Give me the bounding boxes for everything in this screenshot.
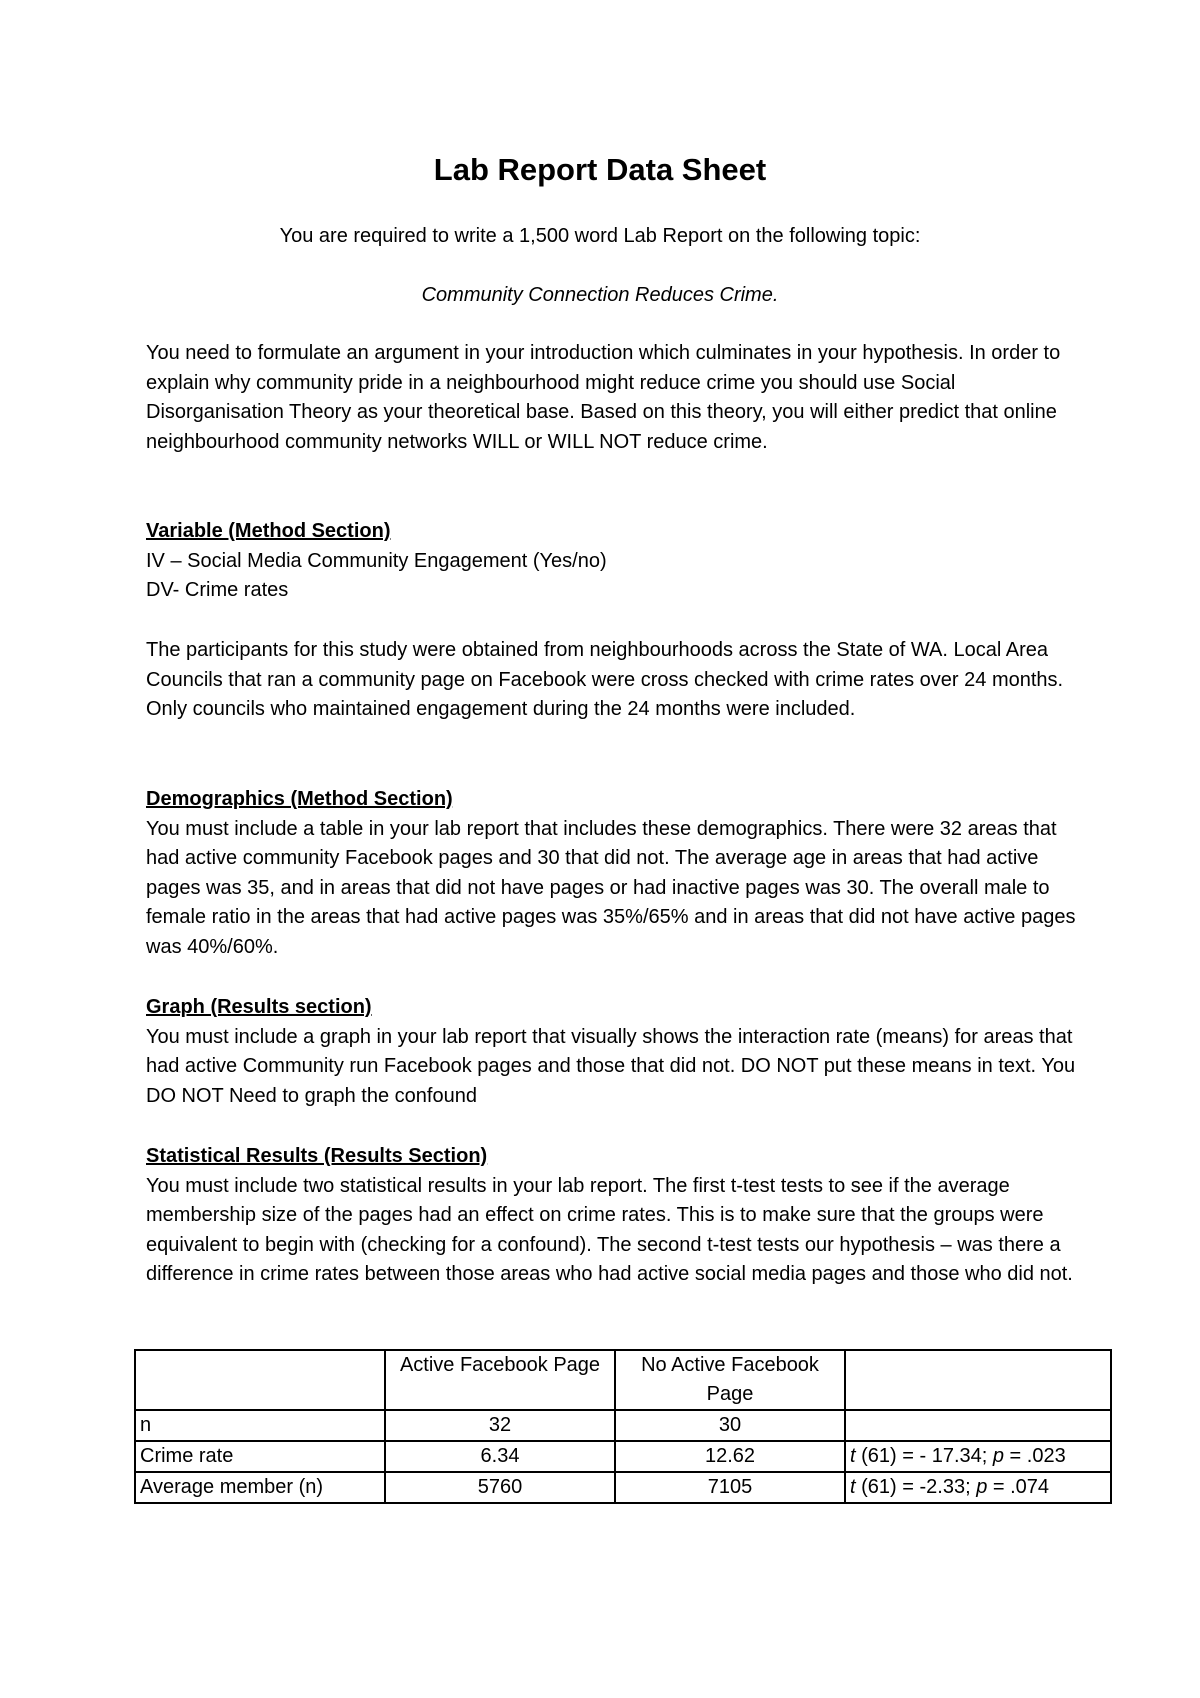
stat-p-value: = .023 bbox=[1003, 1445, 1066, 1467]
table-row bbox=[135, 1472, 1111, 1503]
row-label: n bbox=[135, 1410, 385, 1441]
stat-p-value: = .074 bbox=[987, 1476, 1050, 1498]
stat-t-symbol: t bbox=[850, 1476, 856, 1498]
row-label: Crime rate bbox=[135, 1441, 385, 1472]
demographics-section bbox=[146, 785, 1086, 963]
table-header-cell: Active Facebook Page bbox=[385, 1350, 615, 1410]
stat-result bbox=[845, 1410, 1111, 1441]
inactive-value: 12.62 bbox=[615, 1441, 845, 1472]
table-header-cell: No Active Facebook Page bbox=[615, 1350, 845, 1410]
table-header-cell bbox=[845, 1350, 1111, 1410]
participants-paragraph: The participants for this study were obtained from neighbourhoods across the State of WA. Local Area Councils that ran a community page on Facebook were cross checked with crime rates over 24 months. Only councils who maintained engagement during the 24 months were included. bbox=[146, 639, 1064, 721]
stat-result bbox=[845, 1441, 1111, 1472]
graph-paragraph: You must include a graph in your lab report that visually shows the interaction rate (means) for areas that had active Community run Facebook pages and those that did not. DO NOT put these means in text. You DO NOT Need to graph the confound bbox=[146, 1025, 1076, 1107]
stats-paragraph: You must include two statistical results in your lab report. The first t-test tests to see if the average membership size of the pages had an effect on crime rates. This is to make sure that the groups were equivalent to begin with (checking for a confound). The second t-test tests our hypothesis – was there a difference in crime rates between those areas who had active social media pages and those who did not. bbox=[146, 1174, 1073, 1286]
variables-heading: Variable (Method Section) bbox=[146, 520, 391, 542]
graph-section bbox=[146, 993, 1086, 1111]
active-value: 32 bbox=[385, 1410, 615, 1441]
dependent-variable: DV- Crime rates bbox=[146, 579, 289, 602]
graph-heading: Graph (Results section) bbox=[146, 996, 372, 1018]
table-row bbox=[135, 1410, 1111, 1441]
independent-variable: IV – Social Media Community Engagement (Yes/no) bbox=[146, 549, 607, 572]
active-value: 6.34 bbox=[385, 1441, 615, 1472]
intro-section bbox=[146, 339, 1086, 457]
demographics-paragraph: You must include a table in your lab report that includes these demographics. There were 32 areas that had active community Facebook pages and 30 that did not. The average age in areas that had active pages was 35, and in areas that did not have pages or had inactive pages was 30. The overall male to female ratio in the areas that had active pages was 35%/65% and in areas that did not have active pages was 40%/60%. bbox=[146, 817, 1076, 958]
active-value: 5760 bbox=[385, 1472, 615, 1503]
stat-result bbox=[845, 1472, 1111, 1503]
stat-p-symbol: p bbox=[992, 1445, 1004, 1467]
table-header-cell bbox=[135, 1350, 385, 1410]
inactive-value: 30 bbox=[615, 1410, 845, 1441]
stats-heading: Statistical Results (Results Section) bbox=[146, 1145, 488, 1167]
stat-t-symbol: t bbox=[850, 1445, 856, 1467]
table-row bbox=[135, 1441, 1111, 1472]
intro-paragraph: You need to formulate an argument in your introduction which culminates in your hypothesis. In order to explain why community pride in a neighbourhood might reduce crime you should use Social Disorganisation Theory as your theoretical base. Based on this theory, you will either predict that online neighbourhood community networks WILL or WILL NOT reduce crime. bbox=[146, 342, 1061, 453]
stats-section bbox=[146, 1142, 1086, 1290]
stat-p-symbol: p bbox=[976, 1476, 988, 1498]
inactive-value: 7105 bbox=[615, 1472, 845, 1503]
row-label: Average member (n) bbox=[135, 1472, 385, 1503]
variables-section bbox=[146, 517, 1086, 606]
stat-t-value: (61) = - 17.34; bbox=[855, 1445, 993, 1467]
demographics-heading: Demographics (Method Section) bbox=[146, 788, 453, 810]
stat-t-value: (61) = -2.33; bbox=[855, 1476, 977, 1498]
table-header-row bbox=[135, 1350, 1111, 1410]
assignment-instruction: You are required to write a 1,500 word Lab Report on the following topic: bbox=[279, 225, 921, 247]
participants-section bbox=[146, 636, 1086, 725]
document-title: Lab Report Data Sheet bbox=[433, 152, 767, 187]
report-topic: Community Connection Reduces Crime. bbox=[421, 284, 779, 306]
results-table bbox=[134, 1349, 1112, 1504]
